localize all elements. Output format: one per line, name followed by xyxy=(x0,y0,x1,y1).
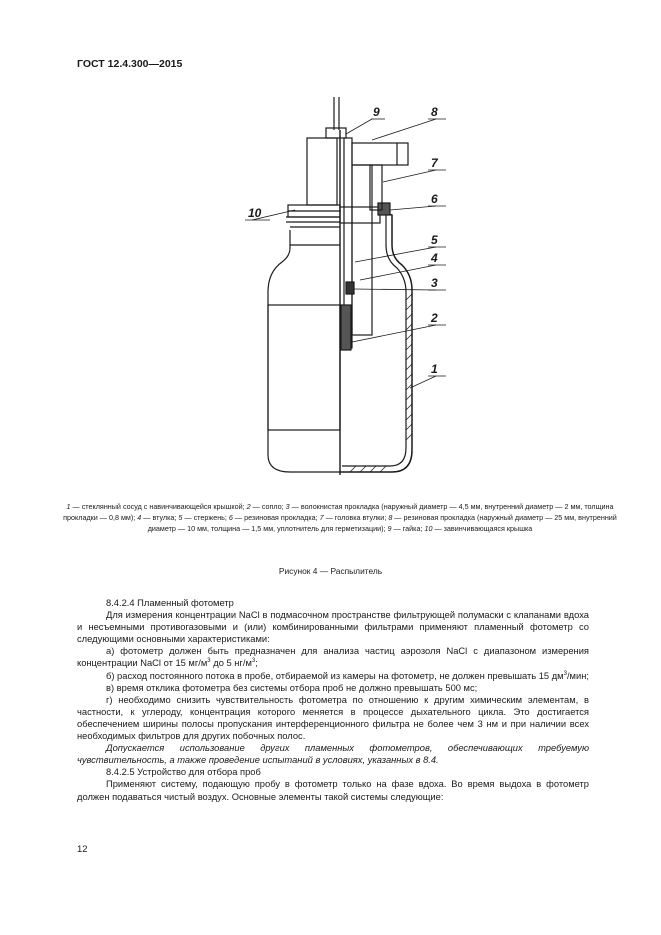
legend-num: 3 xyxy=(285,502,290,511)
section-heading: 8.4.2.4 Пламенный фотометр xyxy=(106,598,234,608)
legend-num: 2 xyxy=(246,502,251,511)
legend-num: 10 xyxy=(424,524,433,533)
legend-num: 8 xyxy=(388,513,393,522)
paragraph: Для измерения концентрации NaCl в подмасочном пространстве фильтрующей полумаски с клапанами вдоха и несъемными противогазовыми и (или) комбинированными фильтрами применяют пламенный фотометр со следующими основными характеристиками: xyxy=(77,610,589,645)
section-heading: 8.4.2.5 Устройство для отбора проб xyxy=(106,767,261,778)
callout-2: 2 xyxy=(431,311,438,325)
callout-5: 5 xyxy=(431,233,438,247)
legend-text: — гайка; xyxy=(391,524,425,533)
legend-text: — стеклянный сосуд с навинчивающейся крышкой; xyxy=(70,502,247,511)
legend-text: — резиновая прокладка (наружный диаметр — 25 мм, внутренний диаметр — 10 мм, толщина — 1,5 мм, уплотнитель для герметизации); xyxy=(147,513,617,533)
legend-text: — сопло; xyxy=(250,502,286,511)
text-part: б) расход постоянного потока в пробе, отбираемой из камеры на фотометр, не должен превышать 15 дм xyxy=(106,670,564,681)
superscript: 3 xyxy=(207,658,211,665)
callout-1: 1 xyxy=(431,362,438,376)
callout-9: 9 xyxy=(373,105,380,119)
superscript: 3 xyxy=(563,670,567,677)
list-item-d: г) необходимо снизить чувствительность фотометра по отношению к другим химическим элементам, в частности, к углероду, концентрация которого меняется в процессе дыхательного цикла. Это достигается обеспечением ширины полосы пропускания интерференционного фильтра не более чем 3 нм и при наличии всех необходимых фильтров для других побочных полос. xyxy=(77,694,589,742)
legend-text: — резиновая прокладка; xyxy=(232,513,320,522)
legend-num: 1 xyxy=(66,502,71,511)
callout-3: 3 xyxy=(431,276,438,290)
legend-num: 6 xyxy=(228,513,233,522)
callout-8: 8 xyxy=(431,105,438,119)
superscript: 3 xyxy=(251,658,256,665)
text-part: ; xyxy=(255,658,258,669)
text-part: /мин; xyxy=(566,670,589,681)
body-text xyxy=(77,597,589,803)
callout-4: 4 xyxy=(431,251,438,265)
text-part: до 5 нг/м xyxy=(210,658,252,669)
callout-6: 6 xyxy=(431,192,438,206)
page-number: 12 xyxy=(77,844,88,855)
figure-legend xyxy=(60,501,620,534)
legend-num: 9 xyxy=(387,524,392,533)
list-item-b xyxy=(77,670,589,682)
text-part: а) фотометр должен быть предназначен для анализа частиц аэрозоля NaCl с диапазоном измерения концентрации NaCl от 15 мг/м xyxy=(77,646,589,669)
callout-10: 10 xyxy=(248,206,262,220)
document-header: ГОСТ 12.4.300—2015 xyxy=(77,58,183,70)
legend-text: — волокнистая прокладка (наружный диаметр — 4,5 мм, внутренний диаметр — 2 мм, толщина прокладки — 0,8 мм); xyxy=(63,502,614,522)
list-item-a xyxy=(77,645,589,669)
italic-note: Допускается использование других пламенных фотометров, обеспечивающих требуемую чувствительность, а также проведение испытаний в условиях, указанных в 8.4. xyxy=(77,743,589,766)
legend-num: 5 xyxy=(178,513,183,522)
legend-text: — завинчивающаяся крышка xyxy=(432,524,533,533)
list-item-c: в) время отклика фотометра без системы отбора проб не должно превышать 500 мс; xyxy=(106,682,478,693)
legend-text: — втулка; xyxy=(141,513,179,522)
callout-7: 7 xyxy=(431,156,438,170)
legend-num: 7 xyxy=(319,513,324,522)
legend-text: — головка втулки; xyxy=(323,513,389,522)
paragraph: Применяют систему, подающую пробу в фотометр только на фазе вдоха. Во время выдоха в фотометр должен подаваться чистый воздух. Основные элементы такой системы следующие: xyxy=(77,779,589,802)
figure-title: Рисунок 4 — Распылитель xyxy=(278,566,383,576)
legend-text: — стержень; xyxy=(182,513,229,522)
legend-num: 4 xyxy=(137,513,142,522)
